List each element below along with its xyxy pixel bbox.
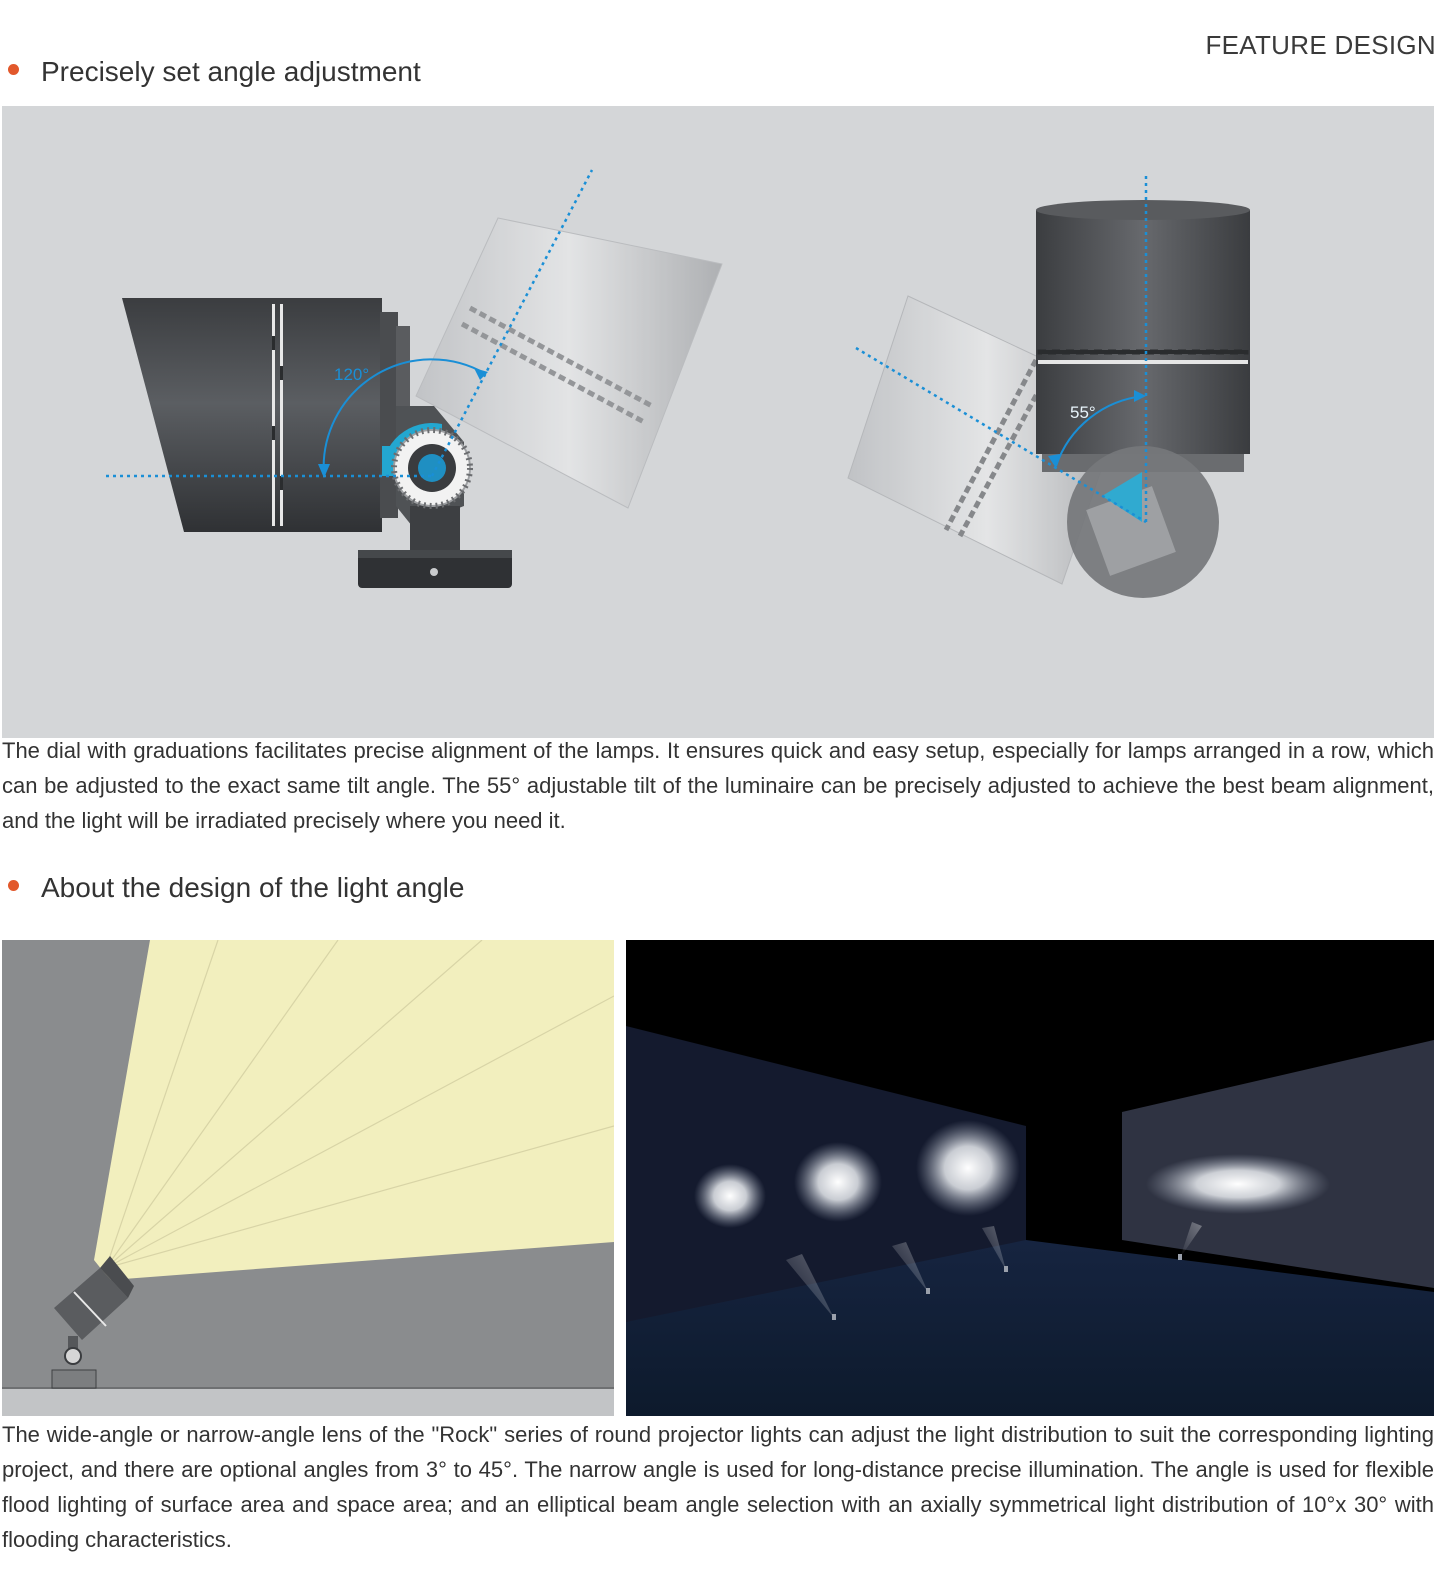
angle-label-55: 55° [1070,403,1096,422]
angle-label-120: 120° [334,365,370,384]
luminaire-horizontal [122,298,410,532]
beam-angle-diagram [2,940,614,1416]
section-title: About the design of the light angle [41,872,465,903]
page-label: FEATURE DESIGN [1205,30,1436,60]
section-heading-angle-adjustment [8,56,421,88]
bullet-icon [8,64,19,75]
angle-adjustment-illustration [2,106,1434,738]
luminaire-vertical [1036,200,1250,472]
section-heading-light-angle [8,872,464,904]
round-base-vertical [1067,446,1219,598]
projector-icon [52,1256,134,1388]
bullet-icon [8,880,19,891]
section-title: Precisely set angle adjustment [41,56,421,87]
night-scene-beam-demo [626,940,1434,1416]
angle-adjustment-paragraph: The dial with graduations facilitates precise alignment of the lamps. It ensures quick and easy setup, especially for lamps arranged in a row, which can be adjusted to the exact same tilt angle. The 55° adjustable tilt of the luminaire can be precisely adjusted to achieve the best beam alignment, and the light will be irradiated precisely where you need it. [2,738,1434,833]
light-angle-paragraph: The wide-angle or narrow-angle lens of the "Rock" series of round projector lights can adjust the light distribution to suit the corresponding lighting project, and there are optional angles from 3° to 45°. The narrow angle is used for long-distance precise illumination. The angle is used for flexible flood lighting of surface area and space area; and an elliptical beam angle selection with an axially symmetrical light distribution of 10°x 30° with flooding characteristics. [2,1422,1434,1552]
